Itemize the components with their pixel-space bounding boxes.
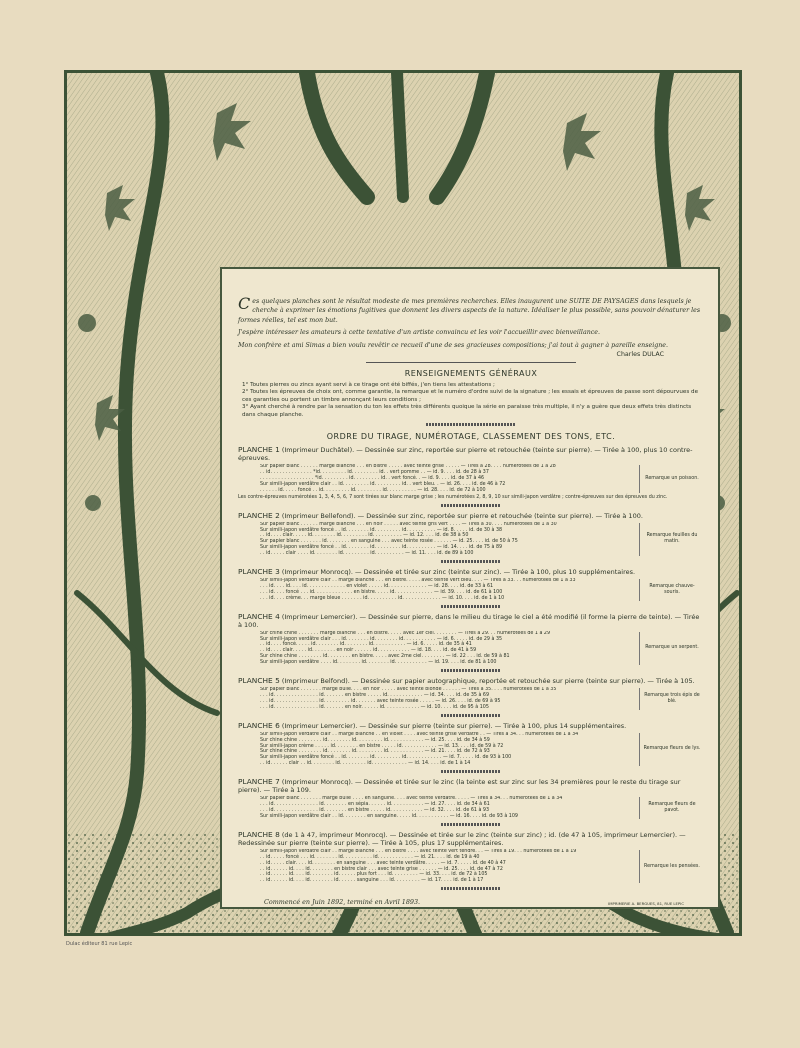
planche-section: [238, 778, 704, 826]
commence-date: Commencé en Juin 1892, terminé en Avril 1893.: [264, 898, 421, 907]
planche-heading: [238, 613, 704, 629]
ornamental-divider: [441, 504, 501, 507]
publisher-footer: Dulac éditeur 81 rue Lepic: [66, 941, 133, 947]
planche-heading: [238, 722, 704, 730]
planche-description: (Imprimeur Lemercier). — Dessinée sur pierre, dans le milieu du tirage le ciel a été modifié (il forme la pierre de teinte). — Tirée à 100.: [238, 612, 700, 629]
edition-lines: [238, 631, 639, 666]
ornamental-divider: [441, 560, 501, 563]
edition-lines: [238, 796, 639, 820]
edition-line: . . . id. . . . id. . . . id. . . . . . . . . . . . . en violet . . . . . id. . . . . . . . . . . . . — id. 28. . . . id. de 33 à 61: [260, 583, 494, 589]
general-item: 1° Toutes pierres ou zincs ayant servi à ce tirage ont été biffés, j'en tiens les attestations ;: [242, 382, 495, 389]
edition-line: . . id. . . . . . id. . . . id. . . . . . . . en bistre clair . . . avec teinte grise . . . . . . — id. 25. . . . id. de 47 à 72: [260, 866, 503, 872]
text-panel: [220, 267, 720, 909]
edition-line: . . id. . . . . . clair . . id. . . . . . . . id. . . . . . . . . id. . . . . . . . . . . . — id. 14. . . . id. de 1 à 14: [260, 761, 471, 767]
planche-number: PLANCHE 2: [238, 510, 280, 520]
edition-line: Sur chine chine . . . . . . . marge blanche . . . en bistre. . . . . avec 1er ciel. . . . . . . . — Tirés à 29. . . numérotées de 1 à 29: [260, 630, 551, 636]
remarque-note: Remarque trois épis de blé.: [639, 688, 704, 710]
planche-description: (de 1 à 47, imprimeur Monrocq). — Dessinée et tirée sur le zinc (teinte sur zinc) ; id. (de 47 à 105, imprimeur Lemercier). — Redessinée sur pierre (teinte sur pierre). — Tirée à 105, plus 17 supplémentaires.: [238, 830, 686, 847]
planche-section: [238, 568, 704, 608]
edition-line: Sur simili-japon verdâtre clair . . . id. . . . . . . . id. . . . . . . . id. . . . . . . . . . . — id. 6. . . . . id. de 29 à 35: [260, 636, 503, 642]
edition-table: [238, 796, 704, 820]
edition-line: Sur simili-japon verdâtre clair . . marge blanche . . . en bistre. . . . . avec teinte vert bleu. . . . — Tirés à 33. . . numérotées de 1 à 33: [260, 578, 576, 584]
remarque-note: Remarque feuilles du matin.: [639, 523, 704, 556]
planche-heading: [238, 677, 704, 685]
edition-lines: [238, 464, 639, 494]
planche-number: PLANCHE 5: [238, 676, 280, 686]
edition-line: Sur simili-japon verdâtre foncé . . id. . . . . . . . id. . . . . . . . . id. . . . . . . . . . — id. 8. . . . . id. de 30 à 38: [260, 527, 503, 533]
printer-credit: IMPRIMERIE A. BERGUES, 81, RUE LEPIC: [608, 901, 684, 907]
planche-heading: [238, 446, 704, 462]
ornamental-divider: [441, 823, 501, 826]
edition-table: [238, 732, 704, 767]
edition-line: . . id. . . . . foncé . . . id. . . . . . . . id. . . . . . . . . . id. . . . . . . . . . . . — id. 21. . . . id. de 19 à 40: [260, 854, 480, 860]
edition-table: [238, 687, 704, 711]
edition-lines: [238, 849, 639, 884]
edition-line: Sur simili-japon verdâtre . . . . id. . . . . . . . id. . . . . . . . id. . . . . . . . . . . — id. 19. . . . id. de 81 à 100: [260, 660, 497, 666]
planche-section: [238, 512, 704, 563]
drop-cap: C: [238, 294, 251, 313]
general-item: 2° Toutes les épreuves de choix ont, comme garantie, la remarque et le numéro d'ordre suivi de la signature ; les essais et épreuves de passe sont dépourvues de ces garanties ou portent un timbre annonçant leurs conditions ;: [242, 389, 699, 403]
intro-paragraph-3: Mon confrère et ami Simas a bien voulu revêtir ce recueil d'une de ses gracieuses compositions; j'ai tout à gagner à pareille enseigne.: [238, 341, 669, 349]
divider: [366, 362, 576, 363]
planche-heading: [238, 831, 704, 847]
edition-line: Sur chine chine . . . . . . . . id. . . . . . . . id. . . . . . . . . id. . . . . . . . . . . . — id. 21. . . . id. de 72 à 93: [260, 749, 490, 755]
edition-line: Sur simili-japon crème . . . . . id. . . . . . . . en bistre . . . . . id. . . . . . . . . . . . — id. 13. . . . id. de 59 à 72: [260, 743, 504, 749]
edition-line: Sur papier blanc . . . . . . . marge bulle . . . . en sanguine. . . . avec teinte verdâtre. . . . . — Tirés à 34. . . numérotées de 1 à 34: [260, 796, 563, 802]
ornamental-divider: [426, 423, 516, 426]
planche-heading: [238, 512, 704, 520]
edition-line: . . . . . . . . . . . . . . . . . . *id. . . . . . . . . id. . . . . . . . . id. . vert foncé. . — id. 9. . . . id. de 37 à 46: [260, 475, 485, 481]
edition-table: [238, 849, 704, 884]
planche-description: (Imprimeur Lemercier). — Dessinée sur pierre (teinte sur pierre). — Tirée à 100, plus 14 supplémentaires.: [281, 721, 627, 730]
edition-line: . . . id. . . . . . . . . . . . . . . id. . . . . . . en noir. . . . . . id. . . . . . . . . . . . — id. 10. . . . id. de 95 à 105: [260, 704, 489, 710]
remarque-note: Remarque un poisson.: [639, 465, 704, 493]
edition-line: Sur papier blanc . . . . . . marge blanche . . . en bistre . . . . . avec teinte grise . . . . . — Tirés à 28. . . . numérotées de 1 à 28: [260, 464, 556, 470]
general-info-list: [242, 382, 700, 419]
edition-line: Sur papier blanc . . . . . . marge blanche . . . en noir . . . . . avec teinte gris vert . . . . — Tirés à 30. . . . numérotées de 1 à 30: [260, 521, 557, 527]
edition-line: Sur chine chine . . . . . . . . id. . . . . . . . en bistre. . . . . avec 2me ciel. . . . . . . . — id. 22 . . . id. de 59 à 81: [260, 654, 510, 660]
ornamental-divider: [441, 770, 501, 773]
planche-footnote: Les contre-épreuves numérotées 1, 3, 4, 5, 6, 7 sont tirées sur blanc marge grise ; les numérotées 2, 8, 9, 10 sur simili-japon verdâtre ; contre-épreuves sur des épreuves du zinc.: [238, 494, 668, 500]
planche-description: (Imprimeur Monrocq). — Dessinée et tirée sur le zinc (la teinte est sur zinc sur les 34 premières pour le reste du tirage sur pierre). — Tirée à 109.: [238, 778, 681, 795]
edition-lines: [238, 732, 639, 767]
planche-description: (Imprimeur Monrocq). — Dessinée et tirée sur zinc (teinte sur zinc). — Tirée à 100, plus 10 supplémentaires.: [281, 568, 636, 577]
edition-line: . . id. . . . . . id. . . . id. . . . . . . . id. . . . . . sanguine . . . id. . . . . . . . . — id. 17. . . . id. de 1 à 17: [260, 878, 484, 884]
edition-line: . . id. . . . . . . . . . . . . . *id. . . . . . . . . id. . . . . . . . . id. . vert pomme . . — id. 9. . . . id. de 28 à 37: [260, 469, 489, 475]
planche-number: PLANCHE 8: [238, 829, 280, 839]
edition-line: Sur papier blanc . . . . . . . id. . . . . . . . en sanguine . . . avec teinte rosée . . . . . . — id. 25. . . . id. de 50 à 75: [260, 539, 518, 545]
edition-line: Sur simili-japon verdâtre clair . . id. . . . . . . . en sanguine. . . . . id. . . . . . . . . . . — id. 16. . . . id. de 93 à 109: [260, 813, 518, 819]
ornamental-divider: [441, 669, 501, 672]
planche-number: PLANCHE 4: [238, 611, 280, 621]
edition-line: . . . id. . . . . . . . . . . . . . . id. . . . . . . . en bistre . . . . . id. . . . . . . . . . . — id. 32. . . . id. de 61 à 93: [260, 807, 490, 813]
edition-table: [238, 522, 704, 557]
planche-section: [238, 831, 704, 890]
edition-line: . . id. . . . . clair. . . . id. . . . . . . . en sanguine . . . avec teinte verdâtre. . . . . — id. 7. . . . . id. de 40 à 47: [260, 860, 506, 866]
planche-description: (Imprimeur Bellefond). — Dessinée sur zinc, reportée sur pierre et retouchée (teinte sur pierre). — Tirée à 100.: [281, 511, 643, 520]
ornamental-divider: [441, 605, 501, 608]
planche-description: (Imprimeur Duchâtel). — Dessinée sur zinc, reportée sur pierre et retouchée (teinte sur pierre). — Tirée à 100, plus 10 contre-épreuves.: [238, 446, 693, 463]
intro-paragraph-2: J'espère intéresser les amateurs à cette tentative d'un artiste convaincu et les voir l'accueillir avec bienveillance.: [238, 329, 601, 337]
introduction: [238, 294, 704, 350]
edition-line: . . . id. . . . . . . . . . . . . . . id. . . . . . . . . id. . . . . . . avec teinte rosée . . . . . — id. 26. . . . id. de 69 à 95: [260, 698, 501, 704]
planche-heading: [238, 568, 704, 576]
planche-section: [238, 722, 704, 773]
planche-section: [238, 677, 704, 717]
ornamental-divider: [441, 887, 501, 890]
planche-list: [238, 446, 704, 890]
edition-line: . . . id. . . . crème. . . marge bleue . . . . . . . id. . . . . . . . . . id. . . . . . . . . . . . . — id. 10. . . . id. de 1 à 10: [260, 595, 505, 601]
edition-line: Sur simili-japon verdâtre clair . . marge blanche . . en violet . . . . avec teinte grise verdâtre . . — Tirés à 34. . . numérotées de 1 à 34: [260, 731, 579, 737]
remarque-note: Remarque chauve-souris.: [639, 579, 704, 601]
edition-lines: [238, 578, 639, 602]
edition-line: Sur simili-japon verdâtre foncé . . id. . . . . . . . id. . . . . . . . . id. . . . . . . . . . — id. 14. . . . id. de 75 à 89: [260, 545, 503, 551]
edition-line: Sur simili-japon verdâtre clair . . id. . . . . . . . . id. . . . . . . . . id. . vert bleu. . — id. 26. . . . id. de 46 à 72: [260, 481, 506, 487]
author-signature: Charles DULAC: [616, 351, 664, 359]
ornamental-divider: [441, 714, 501, 717]
planche-number: PLANCHE 7: [238, 777, 280, 787]
closing-line: [238, 898, 704, 906]
edition-line: . . id. . . . clair. . . . . id. . . . . . . . id. . . . . . . . . id. . . . . . . . . . — id. 12. . . . id. de 38 à 50: [260, 533, 469, 539]
order-title: ORDRE DU TIRAGE, NUMÉROTAGE, CLASSEMENT DES TONS, ETC.: [326, 432, 616, 442]
remarque-note: Remarque un serpent.: [639, 632, 704, 665]
edition-line: Sur simili-japon verdâtre foncé . . id. . . . . . . . id. . . . . . . . . id. . . . . . . . . . . . — id. 7. . . . . id. de 93 à 100: [260, 755, 512, 761]
edition-table: [238, 578, 704, 602]
planche-heading: [238, 778, 704, 794]
decorative-frame: [64, 70, 742, 936]
edition-lines: [238, 522, 639, 557]
edition-line: . . id. . . . . . id. . . . id. . . . . . . . id. . . . . . plus fort . . . id. . . . . . . . . — id. 33. . . . id. de 72 à 105: [260, 872, 488, 878]
edition-line: . . . id. . . . . . . . . . . . . . . id. . . . . . . . en sépia. . . . . . id. . . . . . . . . . . — id. 27. . . . id. de 34 à 61: [260, 802, 490, 808]
edition-line: Sur chine chine . . . . . . . . id. . . . . . . . id. . . . . . . . . id. . . . . . . . . . . . — id. 25. . . . id. de 34 à 59: [260, 737, 490, 743]
planche-number: PLANCHE 1: [238, 445, 280, 455]
edition-lines: [238, 687, 639, 711]
general-item: 3° Ayant cherché à rendre par la sensation du ton les effets très différents quoique la série en paraisse très multiple, il n'y a guère que deux effets très distincts dans chaque planche.: [242, 404, 692, 418]
planche-section: [238, 613, 704, 672]
edition-line: Sur papier blanc . . . . . . . marge bulle. . . . en noir . . . . . avec teinte blonde . . . . . . — Tirés à 35. . . . numérotées de 1 à 35: [260, 687, 557, 693]
remarque-note: Remarque fleurs de lys.: [639, 733, 704, 766]
edition-line: . . . . . . id. . . . . foncé . . id. . . . . . . . . id. . . . . . . . . id. . . . . . . . . . — id. 28. . . . id. de 72 à 100: [260, 487, 486, 493]
intro-paragraph-1: es quelques planches sont le résultat modeste de mes premières recherches. Elles inaugurent une SUITE DE PAYSAGES dans lesquels je cherche à exprimer les émotions fugitives que donnent les divers aspects de la nature. Idéaliser le plus possible, sans pouvoir dénaturer les formes réelles, tel est mon but.: [238, 298, 701, 324]
edition-line: . . id. . . . . clair . . . . id. . . . . . . . id. . . . . . . . . id. . . . . . . . . . — id. 11. . . . id. de 89 à 100: [260, 551, 474, 557]
planche-section: [238, 446, 704, 507]
edition-line: . . . id. . . . . . . . . . . . . . . id. . . . . . . en bistre . . . . . id. . . . . . . . . . . . — id. 34. . . . id. de 35 à 69: [260, 693, 490, 698]
planche-number: PLANCHE 6: [238, 720, 280, 730]
edition-table: [238, 464, 704, 494]
edition-line: . . id. . . . foncé. . . . . id. . . . . . . . id. . . . . . . . id. . . . . . . . . . . — id. 6. . . . . id. de 35 à 41: [260, 642, 472, 648]
edition-line: . . id. . . . clair. . . . . id. . . . . . . . en noir . . . . . . id. . . . . . . . . . . — id. 18. . . . id. de 41 à 59: [260, 648, 477, 654]
planche-number: PLANCHE 3: [238, 567, 280, 577]
general-info-title: RENSEIGNEMENTS GÉNÉRAUX: [404, 369, 538, 379]
edition-line: Sur simili-japon verdâtre clair . . marge blanche . . . en bistre . . . . avec teinte vert tendre. . . — Tirés à 19. . . numérotées de 1 à 19: [260, 848, 577, 854]
remarque-note: Remarque les pensées.: [639, 850, 704, 883]
remarque-note: Remarque fleurs de pavot.: [639, 797, 704, 819]
edition-line: . . . id. . . . foncé . . . id. . . . . . . . . . . . . en bistre. . . . . id. . . . . . . . . . . . . — id. 39. . . . id. de 61 à 100: [260, 589, 503, 595]
planche-description: (Imprimeur Belfond). — Dessinée sur papier autographique, reportée et retouchée sur pierre (teinte sur pierre). — Tirée à 105.: [281, 677, 695, 686]
edition-table: [238, 631, 704, 666]
